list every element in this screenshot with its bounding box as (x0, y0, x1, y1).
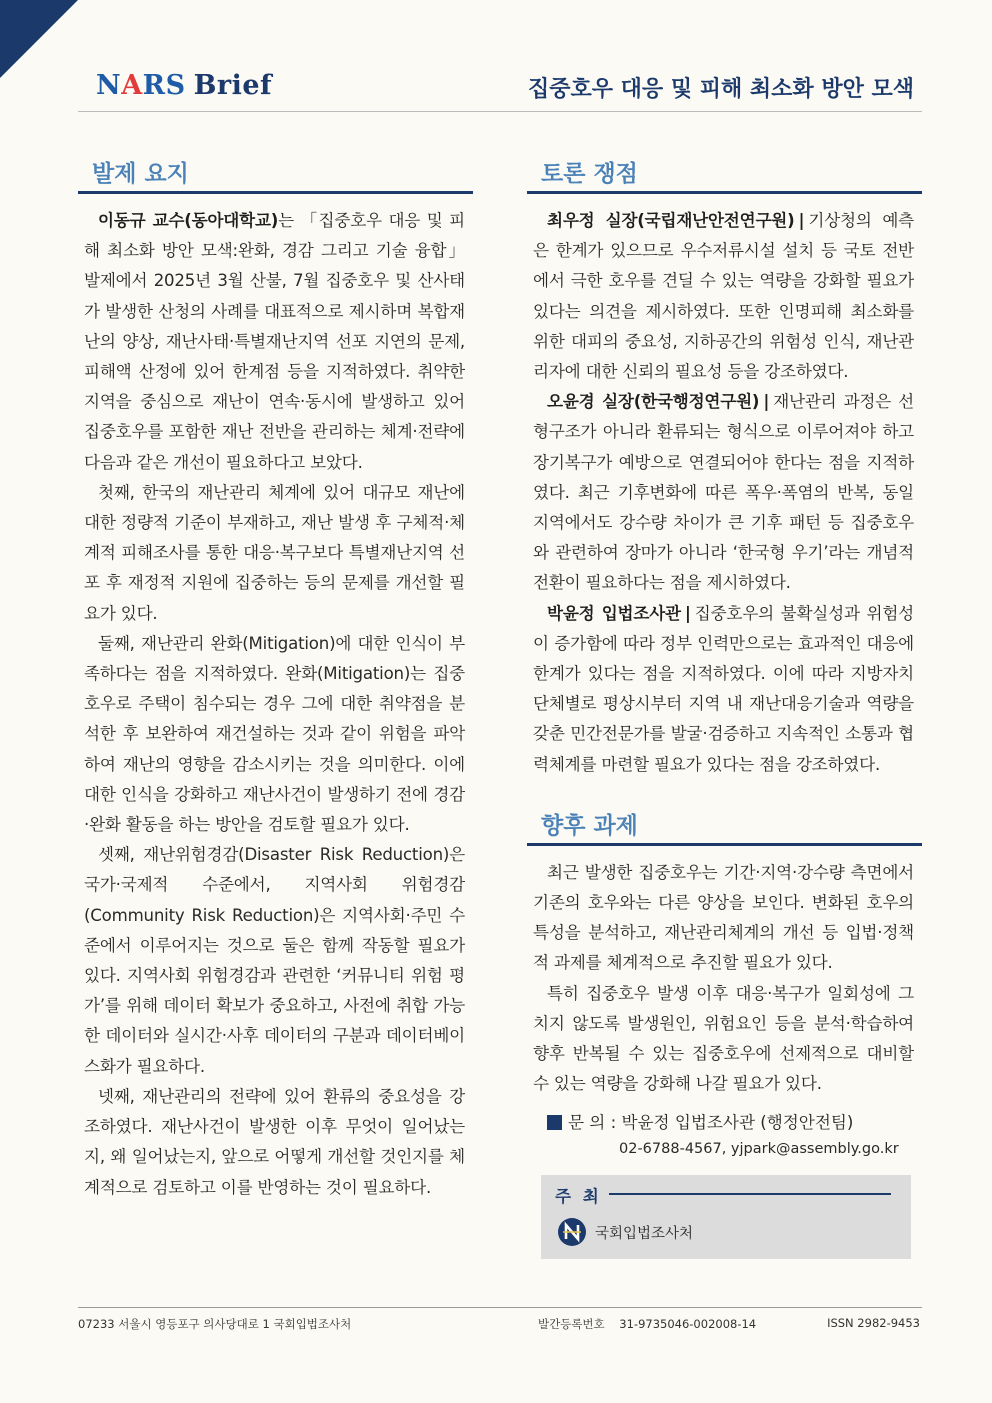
footer-address: 07233 서울시 영등포구 의사당대로 1 국회입법조사처 (78, 1317, 352, 1331)
footer-issn: ISSN 2982-9453 (827, 1316, 920, 1330)
square-bullet-icon (547, 1115, 562, 1130)
discussant-name: 최우정 실장(국립재난안전연구원) (547, 211, 795, 230)
footer-registration: 발간등록번호 31-9735046-002008-14 (538, 1317, 757, 1331)
contact-phone-email[interactable]: 02-6788-4567, yjpark@assembly.go.kr (619, 1141, 899, 1158)
left-column (78, 158, 473, 1203)
header-divider (78, 111, 922, 112)
corner-triangle-decoration (0, 0, 78, 78)
presenter-name: 이동규 교수(동아대학교) (98, 211, 279, 230)
future-paragraph-2: 특히 집중호우 발생 이후 대응·복구가 일회성에 그치지 않도록 발생원인, 위험요인 등을 분석·학습하여 향후 반복될 수 있는 집중호우에 선제적으로 대비할 수 있는 역량을 강화해 나갈 필요가 있다. (533, 983, 914, 1094)
document-title: 집중호우 대응 및 피해 최소화 방안 모색 (528, 77, 914, 102)
host-box (541, 1175, 911, 1259)
host-label: 주 최 (555, 1187, 602, 1207)
contact-person: 박윤정 입법조사관 (행정안전팀) (621, 1113, 854, 1133)
nars-emblem-icon (557, 1217, 587, 1247)
host-organization: 국회입법조사처 (595, 1226, 694, 1243)
presentation-paragraph-4: 셋째, 재난위험경감(Disaster Risk Reduction)은 국가·국제적 수준에서, 지역사회 위험경감(Community Risk Reduction)은 지역사회·주민 수준에서 이루어지는 것으로 둘은 함께 작동할 필요가 있다. 지역사회 위험경감과 관련한 ‘커뮤니티 위험 평가’를 위해 데이터 확보가 중요하고, 사전에 취합 가능한 데이터와 실시간·사후 데이터의 구분과 데이터베이스화가 필요하다. (84, 845, 465, 1076)
discussant-name: 박윤정 입법조사관 (547, 603, 681, 623)
contact-label: 문 의 : (568, 1113, 617, 1133)
discussion-paragraph-1: 최우정 실장(국립재난안전연구원) | 기상청의 예측은 한계가 있으므로 우수저류시설 설치 등 국토 전반에서 극한 호우를 견딜 수 있는 역량을 강화할 필요가 있다는 의견을 제시하였다. 또한 인명피해 최소화를 위한 대피의 중요성, 지하공간의 위험성 인식, 재난관리자에 대한 신뢰의 필요성 등을 강조하였다. (533, 211, 914, 382)
presentation-paragraph-2: 첫째, 한국의 재난관리 체계에 있어 대규모 재난에 대한 정량적 기준이 부재하고, 재난 발생 후 구체적·체계적 피해조사를 통한 대응·복구보다 특별재난지역 선포 후 재정적 지원에 집중하는 등의 문제를 개선할 필요가 있다. (84, 482, 465, 623)
discussion-paragraph-3: 박윤정 입법조사관 | 집중호우의 불확실성과 위험성이 증가함에 따라 정부 인력만으로는 효과적인 대응에 한계가 있다는 점을 지적하였다. 이에 따라 지방자치단체별로 평상시부터 지역 내 재난대응기술과 역량을 갖춘 민간전문가를 발굴·검증하고 지속적인 소통과 협력체계를 마련할 필요가 있다는 점을 강조하였다. (533, 603, 914, 774)
presentation-paragraph-1: 이동규 교수(동아대학교)는 「집중호우 대응 및 피해 최소화 방안 모색:완화, 경감 그리고 기술 융합」 발제에서 2025년 3월 산불, 7월 집중호우 및 산사태가 발생한 산청의 사례를 대표적으로 제시하며 복합재난의 양상, 재난사태·특별재난지역 선포 지연의 문제, 피해액 산정에 있어 한계점 등을 지적하였다. 취약한 지역을 중심으로 재난이 연속·동시에 발생하고 있어 집중호우를 포함한 재난 전반을 관리하는 체계·전략에 다음과 같은 개선이 필요하다고 보았다. (84, 211, 465, 472)
presentation-paragraph-3: 둘째, 재난관리 완화(Mitigation)에 대한 인식이 부족하다는 점을 지적하였다. 완화(Mitigation)는 집중호우로 주택이 침수되는 경우 그에 대한 취약점을 분석한 후 보완하여 재건설하는 것과 같이 위험을 파악하여 재난의 영향을 감소시키는 것을 의미한다. 이에 대한 인식을 강화하고 재난사건이 발생하기 전에 경감·완화 활동을 하는 방안을 검토할 필요가 있다. (84, 633, 465, 835)
footer-divider (78, 1307, 922, 1308)
host-divider (609, 1193, 891, 1195)
contact-line (547, 1109, 922, 1136)
discussion-paragraph-2: 오윤경 실장(한국행정연구원) | 재난관리 과정은 선형구조가 아니라 환류되는 형식으로 이루어져야 하고 장기복구가 예방으로 연결되어야 한다는 점을 지적하였다. 최근 기후변화에 따른 폭우·폭염의 반복, 동일 지역에서도 강수량 차이가 큰 기후 패턴 등 집중호우와 관련하여 장마가 아니라 ‘한국형 우기’라는 개념적 전환이 필요하다는 점을 제시하였다. (533, 392, 914, 593)
future-paragraph-1: 최근 발생한 집중호우는 기간·지역·강수량 측면에서 기존의 호우와는 다른 양상을 보인다. 변화된 호우의 특성을 분석하고, 재난관리체계의 개선 등 입법·정책적 과제를 체계적으로 추진할 필요가 있다. (533, 862, 914, 973)
discussant-name: 오윤경 실장(한국행정연구원) (547, 392, 760, 412)
presentation-paragraph-5: 넷째, 재난관리의 전략에 있어 환류의 중요성을 강조하였다. 재난사건이 발생한 이후 무엇이 일어났는지, 왜 일어났는지, 앞으로 어떻게 개선할 것인지를 체계적으로 검토하고 이를 반영하는 것이 필요하다. (84, 1086, 465, 1197)
right-column (527, 158, 922, 1259)
section-heading-discussion: 토론 쟁점 (527, 158, 922, 194)
section-heading-presentation: 발제 요지 (78, 158, 473, 194)
nars-brief-logo: NARS Brief (96, 70, 273, 101)
contact-block (527, 1109, 922, 1163)
section-heading-future: 향후 과제 (527, 810, 922, 846)
